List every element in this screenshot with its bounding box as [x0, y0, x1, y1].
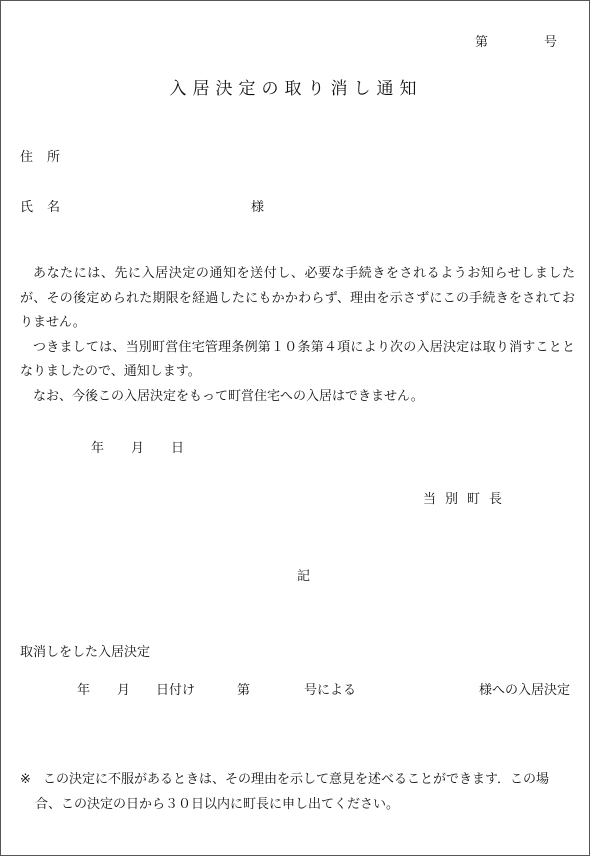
doc-number-go: 号 — [544, 35, 558, 50]
cancellation-dated: 日付け — [156, 683, 196, 698]
note-text — [35, 767, 579, 817]
cancellation-go-ni-yoru: 号による — [304, 683, 357, 698]
note-line1: この決定に不服があるときは、その理由を示して意見を述べることができます．この場 — [43, 772, 549, 787]
address-label: 住所 — [20, 150, 75, 165]
cancellation-heading: 取消しをした入居決定 — [20, 645, 151, 660]
note-mark: ※ — [20, 772, 31, 787]
document-title: 入居決定の取り消し通知 — [169, 79, 423, 99]
notice-body — [20, 262, 575, 409]
doc-number-dai: 第 — [475, 35, 489, 50]
body-paragraph-2 — [20, 336, 575, 385]
body-p1-line2: が、その後定められた期限を経過したにもかかわらず、理由を示さずにこの手続きをされて — [20, 290, 562, 306]
date-month: 月 — [131, 441, 145, 456]
date-day: 日 — [171, 441, 185, 456]
cancellation-year: 年 — [77, 683, 91, 698]
recipient-honorific: 様 — [251, 200, 265, 215]
cancellation-month: 月 — [117, 683, 131, 698]
cancellation-recipient-decision: 様への入居決定 — [479, 683, 571, 698]
body-p2-line2: となりましたので、通知します。 — [20, 339, 575, 379]
body-p1-line3: おりません。 — [20, 290, 575, 330]
name-label: 氏名 — [20, 200, 75, 215]
date-year: 年 — [91, 441, 105, 456]
body-p1-line1: あなたには、先に入居決定の通知を送付し、必要な手続きをされるようお知らせしました — [33, 266, 575, 281]
body-p2-line1: つきましては、当別町営住宅管理条例第１０条第４項により次の入居決定は取り消すこと — [33, 339, 562, 355]
note-line2: 合、この決定の日から３０日以内に町長に申し出てください。 — [35, 797, 400, 812]
ki-heading: 記 — [297, 569, 311, 584]
body-paragraph-3: なお、今後この入居決定をもって町営住宅への入居はできません。 — [33, 388, 424, 404]
issuer-name: 当別町長 — [423, 492, 512, 507]
cancellation-dai: 第 — [237, 683, 251, 698]
body-paragraph-1 — [20, 262, 575, 336]
